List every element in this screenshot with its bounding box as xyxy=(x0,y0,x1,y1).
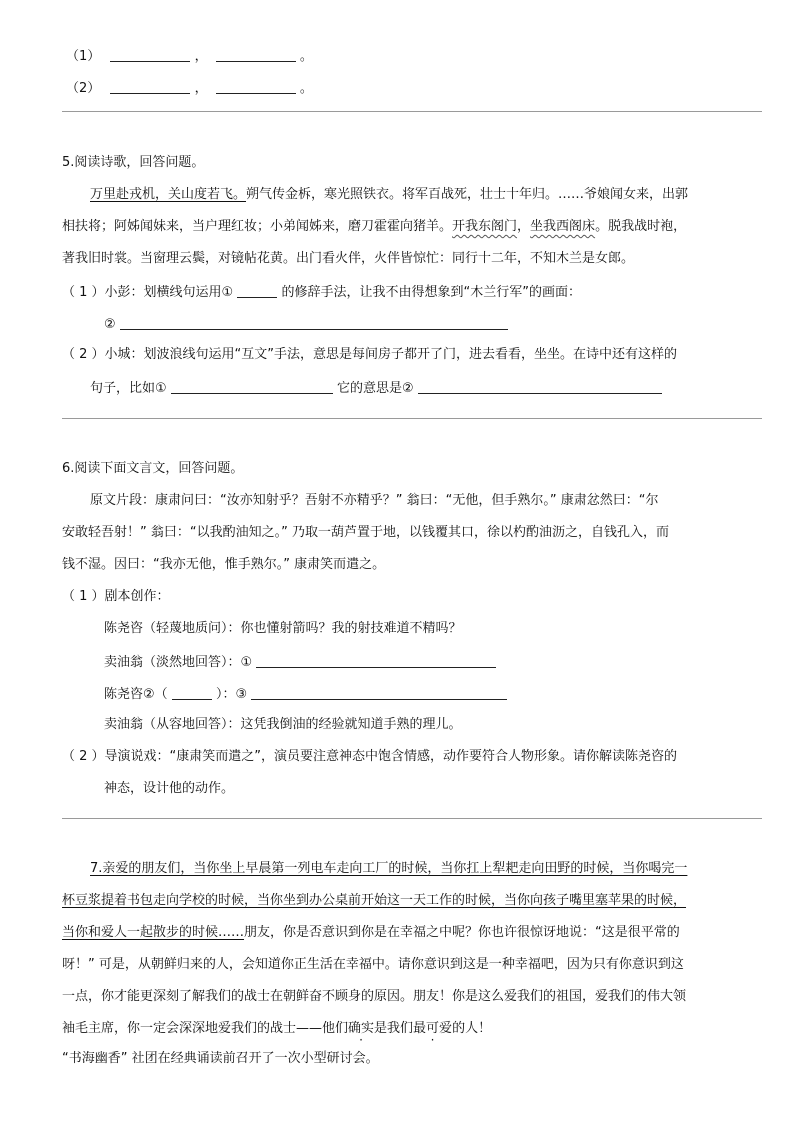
sub-text: 的修辞手法，让我不由得想象到“木兰行军”的画面： xyxy=(281,285,581,300)
q5-sub-2-answer xyxy=(90,380,662,395)
q6-passage-line-1: 原文片段：康肃问曰：“汝亦知射乎？吾射不亦精乎？” 翁曰：“无他，但手熟尔。” 康肃忿然曰：“尔 xyxy=(90,493,659,508)
top-answer-line-2 xyxy=(66,80,313,95)
q7-line-2: 杯豆浆提着书包走向学校的时候，当你坐到办公桌前开始这一天工作的时候，当你向孩子嘴里塞苹果的时候， xyxy=(62,893,687,908)
q6-passage-line-2: 安敢轻吾射！” 翁曰：“以我酌油知之。” 乃取一葫芦置于地，以钱覆其口，徐以杓酌油沥之，自钱孔入，而 xyxy=(62,525,669,540)
q7-line-4: 呀！” 可是，从朝鲜归来的人，会知道你正生活在幸福中。请你意识到这是一种幸福吧，因为只有你意识到这 xyxy=(62,957,684,972)
poem-text: 。脱我战时袍， xyxy=(595,219,687,234)
q6-sub-2: （ 2 ）导演说戏：“康肃笑而遣之”，演员要注意神态中饱含情感，动作要符合人物形象。请你解读陈尧咨的 xyxy=(62,749,678,764)
q6-sub-1: （ 1 ）剧本创作： xyxy=(62,589,170,604)
separator: ， xyxy=(194,49,208,64)
passage-text: 袖毛主席，你一定会深深地爱我们的战士——他们 xyxy=(62,1021,349,1036)
passage-text: 是我们 xyxy=(374,1021,414,1036)
separator: ， xyxy=(194,81,208,96)
q5-poem-line-1 xyxy=(90,188,688,201)
q6-passage-line-3: 钱不湿。因曰：“我亦无他，惟手熟尔。” 康肃笑而遣之。 xyxy=(62,557,386,572)
answer-blank[interactable] xyxy=(172,686,212,700)
q5-sub-2: （ 2 ）小城：划波浪线句运用“互文”手法，意思是每间房子都开了门，进去看看，坐坐。在诗中还有这样的 xyxy=(62,347,678,362)
item-number: （1） xyxy=(66,49,101,64)
dotted-emphasis: 确实 xyxy=(348,1021,375,1036)
dialogue-text: 卖油翁（淡然地回答）：① xyxy=(104,655,253,670)
answer-blank[interactable] xyxy=(256,654,496,668)
q6-dialogue-1: 陈尧咨（轻蔑地质问）：你也懂射箭吗？我的射技难道不精吗？ xyxy=(104,621,462,636)
q5-sub-1 xyxy=(62,284,581,299)
q6-dialogue-3 xyxy=(104,686,507,701)
q5-poem-line-3: 著我旧时裳。当窗理云鬓，对镜帖花黄。出门看火伴，火伴皆惊忙：同行十二年，不知木兰是女郎。 xyxy=(62,251,635,266)
q6-dialogue-2 xyxy=(104,654,496,669)
passage-text: 朋友，你是否意识到你是在幸福之中呢？你也许很惊讶地说：“这是很平常的 xyxy=(244,925,680,940)
q7-line-5: 一点，你才能更深刻了解我们的战士在朝鲜奋不顾身的原因。朋友！你是这么爱我们的祖国，爱我们的伟大领 xyxy=(62,989,687,1004)
sub-text: 它的意思是② xyxy=(336,381,414,396)
top-answer-line-1 xyxy=(66,48,313,63)
dialogue-text: ）：③ xyxy=(215,687,248,702)
sub-text: （ 1 ）小彭：划横线句运用① xyxy=(62,285,234,300)
answer-label: ② xyxy=(104,317,116,332)
poem-text: 相扶将；阿姊闻妹来，当户理红妆；小弟闻姊来，磨刀霍霍向猪羊。 xyxy=(62,219,453,234)
answer-blank[interactable] xyxy=(110,80,190,94)
separator: 。 xyxy=(299,49,313,64)
answer-blank[interactable] xyxy=(216,80,296,94)
dialogue-text: 陈尧咨②（ xyxy=(104,687,168,702)
poem-text: 朔气传金柝，寒光照铁衣。将军百战死，壮士十年归。……爷娘闻女来，出郭 xyxy=(246,187,689,202)
answer-blank[interactable] xyxy=(110,48,190,62)
passage-text: 的人！ xyxy=(452,1021,492,1036)
divider xyxy=(62,418,762,419)
dotted-emphasis: 最可爱 xyxy=(413,1021,453,1036)
answer-blank[interactable] xyxy=(216,48,296,62)
q6-sub-2-cont: 神态，设计他的动作。 xyxy=(104,781,235,796)
q6-dialogue-4: 卖油翁（从容地回答）：这凭我倒油的经验就知道手熟的理儿。 xyxy=(104,717,462,732)
q7-line-6 xyxy=(62,1022,491,1035)
q5-title: 5.阅读诗歌，回答问题。 xyxy=(62,155,205,170)
sub-text: 句子，比如① xyxy=(90,381,167,396)
wavy-sentence-2: 坐我西阁床 xyxy=(530,219,596,234)
divider xyxy=(62,111,762,112)
item-number: （2） xyxy=(66,81,101,96)
q6-title: 6.阅读下面文言文，回答问题。 xyxy=(62,461,244,476)
q7-line-1: 7.亲爱的朋友们，当你坐上早晨第一列电车走向工厂的时候，当你扛上犁耙走向田野的时候，当你喝完一 xyxy=(90,861,688,876)
q7-line-7: “书海幽香” 社团在经典诵读前召开了一次小型研讨会。 xyxy=(62,1051,379,1066)
answer-blank[interactable] xyxy=(251,686,507,700)
wavy-sentence-1: 开我东阁门 xyxy=(452,219,518,234)
answer-blank[interactable] xyxy=(418,380,662,394)
q5-poem-line-2 xyxy=(62,220,686,233)
separator: 。 xyxy=(299,81,313,96)
underlined-text: 当你和爱人一起散步的时候…… xyxy=(62,925,245,940)
divider xyxy=(62,818,762,819)
answer-blank[interactable] xyxy=(171,380,333,394)
answer-blank[interactable] xyxy=(237,284,277,298)
q5-sub-1-answer xyxy=(104,316,508,331)
q7-line-3 xyxy=(62,926,680,939)
poem-text: ， xyxy=(517,219,531,234)
underlined-sentence: 万里赴戎机，关山度若飞。 xyxy=(90,187,247,202)
answer-blank[interactable] xyxy=(120,316,508,330)
